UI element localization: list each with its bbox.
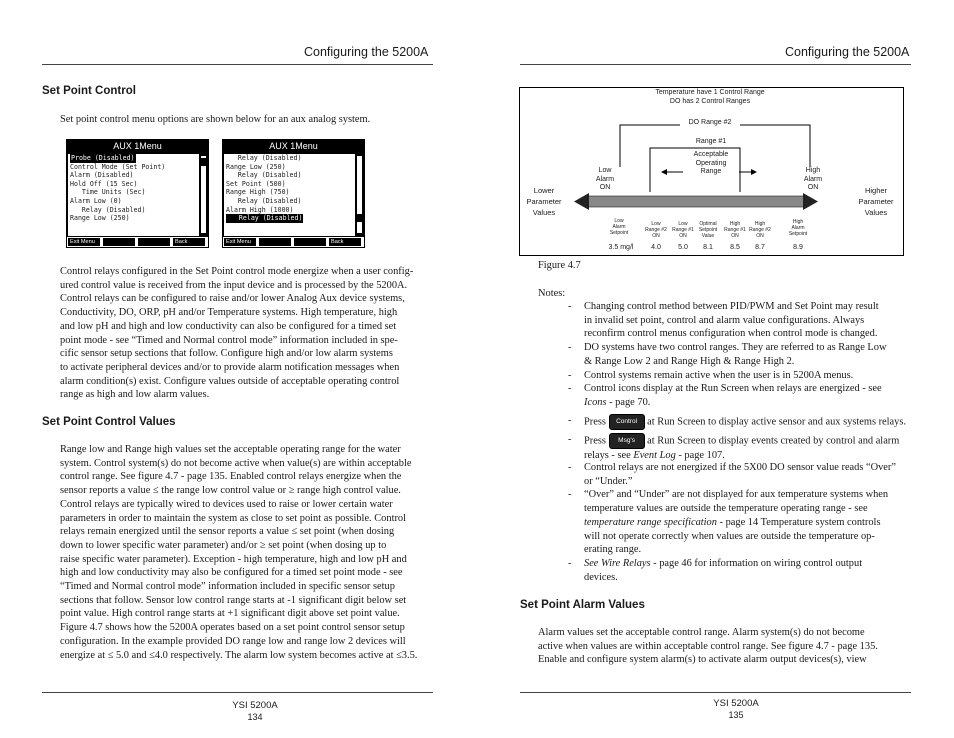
softkey-3-button[interactable] — [294, 238, 326, 246]
note-item: - Control icons display at the Run Screen when relays are energized - see Icons - page 70. — [568, 383, 882, 408]
notes-list-2 — [566, 461, 912, 584]
menu-item[interactable]: Alarm (Disabled) — [70, 171, 134, 180]
acceptable-left-arrowhead — [661, 169, 667, 175]
menu-item[interactable]: Range Low (250) — [226, 162, 286, 171]
left-header-rule — [42, 64, 433, 65]
aux-menu-2-list — [224, 154, 355, 236]
tick-label: High Range #2 ON — [749, 221, 771, 239]
menu-2-softkeys — [223, 237, 364, 247]
aux-menu-screen-1 — [66, 139, 209, 248]
press-control-note: - Press Control at Run Screen to display active sensor and aux systems relays. — [566, 414, 930, 430]
menu-item[interactable]: Relay (Disabled) — [226, 154, 302, 162]
tick-value: 5.0 — [678, 244, 688, 251]
menu-1-scrollbar[interactable] — [200, 156, 206, 233]
scroll-thumb[interactable] — [357, 214, 362, 222]
right-footer-rule — [520, 692, 911, 693]
left-page-header: Configuring the 5200A — [304, 45, 429, 59]
figure-4-7-diagram — [519, 87, 904, 256]
tick-value: 3.5 mg/l — [608, 244, 634, 251]
menu-item[interactable]: Relay (Disabled) — [227, 214, 303, 223]
note-item: - “Over” and “Under” are not displayed for aux temperature systems when temperature values are outside the temperature operating range - see temperature range specification - page 14 Temperature system controls will not operate correctly when values are outside the temperature op- erating range. — [568, 489, 889, 556]
menu-item[interactable]: Probe (Disabled) — [71, 154, 135, 162]
notes-list — [566, 300, 912, 410]
tick-value: 8.7 — [755, 244, 765, 251]
menu-item[interactable]: Range High (750) — [226, 188, 290, 197]
note-item: - Control systems remain active when the user is in 5200A menus. — [568, 369, 854, 381]
range1-label: Range #1 — [683, 138, 739, 147]
note-item: - See Wire Relays - page 46 for information on wiring control output devices. — [568, 557, 863, 583]
tick-label: Low Alarm Setpoint — [609, 218, 629, 236]
set-point-control-values-paragraph: Range low and Range high values set the acceptable operating range for the water system. Control system(s) do not become active when value(s) are within acceptable control range. See figure 4.7 - page 135. Enabled control relays energize when the sensor reports a value ≤ the range low control value or ≥ range high control value. Control relays are typically wired to devices used to raise or lower certain water parameters in order to maintain the system as close to set point as possible. Control relays remain energized until the sensor reports a value ≤ set point (when dosing down to lower specific water parameter) and/or ≥ set point (when dosing up to raise specific water parameter). Exception - high temperature, high and low pH and high and low conductivity may also be configured for a timed set point mode - see “Timed and Normal control mode” information included in specific sensor setup sections that follow. Sensor low control range starts at -1 significant digit below set point value. High control range starts at +1 significant digit above set point value. Figure 4.7 shows how the 5200A operates based on a set point control sensor setup configuration. In the example provided DO range low and range low 2 devices will energize at ≤ 5.0 and ≤4.0 respectively. The alarm low system becomes active at ≤3.5. — [60, 444, 418, 661]
right-page-header: Configuring the 5200A — [785, 45, 910, 59]
exit-menu-button[interactable]: Exit Menu — [224, 238, 256, 246]
set-point-alarm-values-heading: Set Point Alarm Values — [520, 599, 645, 611]
exit-menu-button[interactable]: Exit Menu — [68, 238, 100, 246]
aux-menu-2-title: AUX 1Menu — [269, 141, 318, 151]
low-alarm-on-label: Low Alarm ON — [586, 167, 624, 193]
menu-item[interactable]: Alarm High (1000) — [226, 205, 294, 214]
aux-menu-screen-2 — [222, 139, 365, 248]
top-label-2: DO has 2 Control Ranges — [669, 98, 751, 105]
lower-parameter-values-label: Lower Parameter Values — [526, 186, 562, 217]
tick-value: 8.9 — [793, 244, 803, 251]
tick-value: 8.5 — [730, 244, 740, 251]
higher-parameter-values-label: Higher Parameter Values — [858, 186, 894, 217]
scale-right-arrowhead — [803, 193, 818, 210]
aux-menu-1-list — [68, 154, 199, 236]
back-button[interactable]: Back — [329, 238, 361, 246]
set-point-intro: Set point control menu options are shown below for an aux analog system. — [60, 114, 371, 125]
tick-label: Low Range #2 ON — [645, 221, 667, 239]
menu-item[interactable]: Set Point (500) — [226, 179, 286, 188]
tick-label: High Range #1 ON — [724, 221, 746, 239]
scroll-thumb[interactable] — [201, 158, 206, 166]
left-footer-rule — [42, 692, 433, 693]
softkey-3-button[interactable] — [138, 238, 170, 246]
tick-value: 8.1 — [703, 244, 713, 251]
high-alarm-on-label: High Alarm ON — [795, 167, 831, 193]
left-page-number: 134 — [247, 712, 263, 722]
right-header-rule — [520, 64, 911, 65]
value-scale-bar — [588, 196, 804, 207]
acceptable-right-arrowhead — [751, 169, 757, 175]
menu-item[interactable]: Range Low (250) — [70, 214, 130, 223]
menu-2-scrollbar[interactable] — [356, 156, 362, 233]
menu-1-softkeys — [67, 237, 208, 247]
scale-left-arrowhead — [574, 193, 589, 210]
back-button[interactable]: Back — [173, 238, 205, 246]
note-item: - DO systems have two control ranges. They are referred to as Range Low & Range Low 2 and Range High & Range High 2. — [568, 342, 887, 367]
menu-item[interactable]: Control Mode (Set Point) — [70, 162, 166, 171]
top-label-1: Temperature have 1 Control Range — [655, 89, 765, 96]
right-page-number: 135 — [728, 710, 744, 720]
aux-menu-1-title: AUX 1Menu — [113, 141, 162, 151]
acceptable-range-label: Acceptable Operating Range — [683, 151, 739, 177]
menu-item[interactable]: Relay (Disabled) — [226, 171, 302, 180]
left-footer-model: YSI 5200A — [232, 700, 278, 711]
menu-item[interactable]: Alarm Low (0) — [70, 196, 122, 205]
figure-caption: Figure 4.7 — [538, 260, 581, 271]
tick-label: Optimal Setpoint Value — [698, 221, 718, 239]
notes-label: Notes: — [538, 288, 566, 299]
set-point-control-paragraph: Control relays configured in the Set Point control mode energize when a user config- ured control value is received from the input device and is processed by the 5200A. Control relays can be configured to raise and/or lower Analog Aux device systems, Conductivity, DO, ORP, pH and/or Temperature systems. High temperature, high and low pH and high and low conductivity can also be configured for a timed set point mode - see “Timed and Normal control mode” information included in spe- cific sensor setup sections that follow. Configure high and/or low alarm systems to activate peripheral devices and/or to provide alarm notification messages when alarm condition(s) exist. Configure values outside of acceptable operating control range as high and low alarm values. — [60, 266, 414, 401]
menu-item[interactable]: Hold Off (15 Sec) — [70, 179, 138, 188]
menu-item[interactable]: Relay (Disabled) — [70, 205, 146, 214]
msgs-button-icon: Msg's — [609, 433, 645, 449]
set-point-control-values-heading: Set Point Control Values — [42, 416, 176, 428]
note-item: - Control relays are not energized if the 5X00 DO sensor value reads “Over” or “Under.” — [568, 462, 896, 487]
softkey-2-button[interactable] — [103, 238, 135, 246]
menu-item[interactable]: Time Units (Sec) — [70, 188, 146, 197]
set-point-alarm-values-paragraph: Alarm values set the acceptable control range. Alarm system(s) do not become active when values are within acceptable control range. See figure 4.7 - page 135. Enable and configure system alarm(s) to activate alarm output devices(s), view — [538, 627, 878, 666]
softkey-2-button[interactable] — [259, 238, 291, 246]
do-range-label: DO Range #2 — [680, 119, 740, 128]
tick-label: Low Range #1 ON — [672, 221, 694, 239]
tick-value: 4.0 — [651, 244, 661, 251]
press-msgs-note: - Press Msg's at Run Screen to display events created by control and alarm relays - see Event Log - page 107. — [568, 434, 900, 461]
tick-label: High Alarm Setpoint — [788, 219, 808, 237]
set-point-control-heading: Set Point Control — [42, 85, 136, 97]
control-button-icon: Control — [609, 414, 645, 430]
menu-item[interactable]: Relay (Disabled) — [226, 196, 302, 205]
right-footer-model: YSI 5200A — [713, 698, 759, 709]
note-item: - Changing control method between PID/PWM and Set Point may result in invalid set point, control and alarm value configurations. Always reconfirm control menus configuration when control mode is changed. — [568, 301, 879, 340]
